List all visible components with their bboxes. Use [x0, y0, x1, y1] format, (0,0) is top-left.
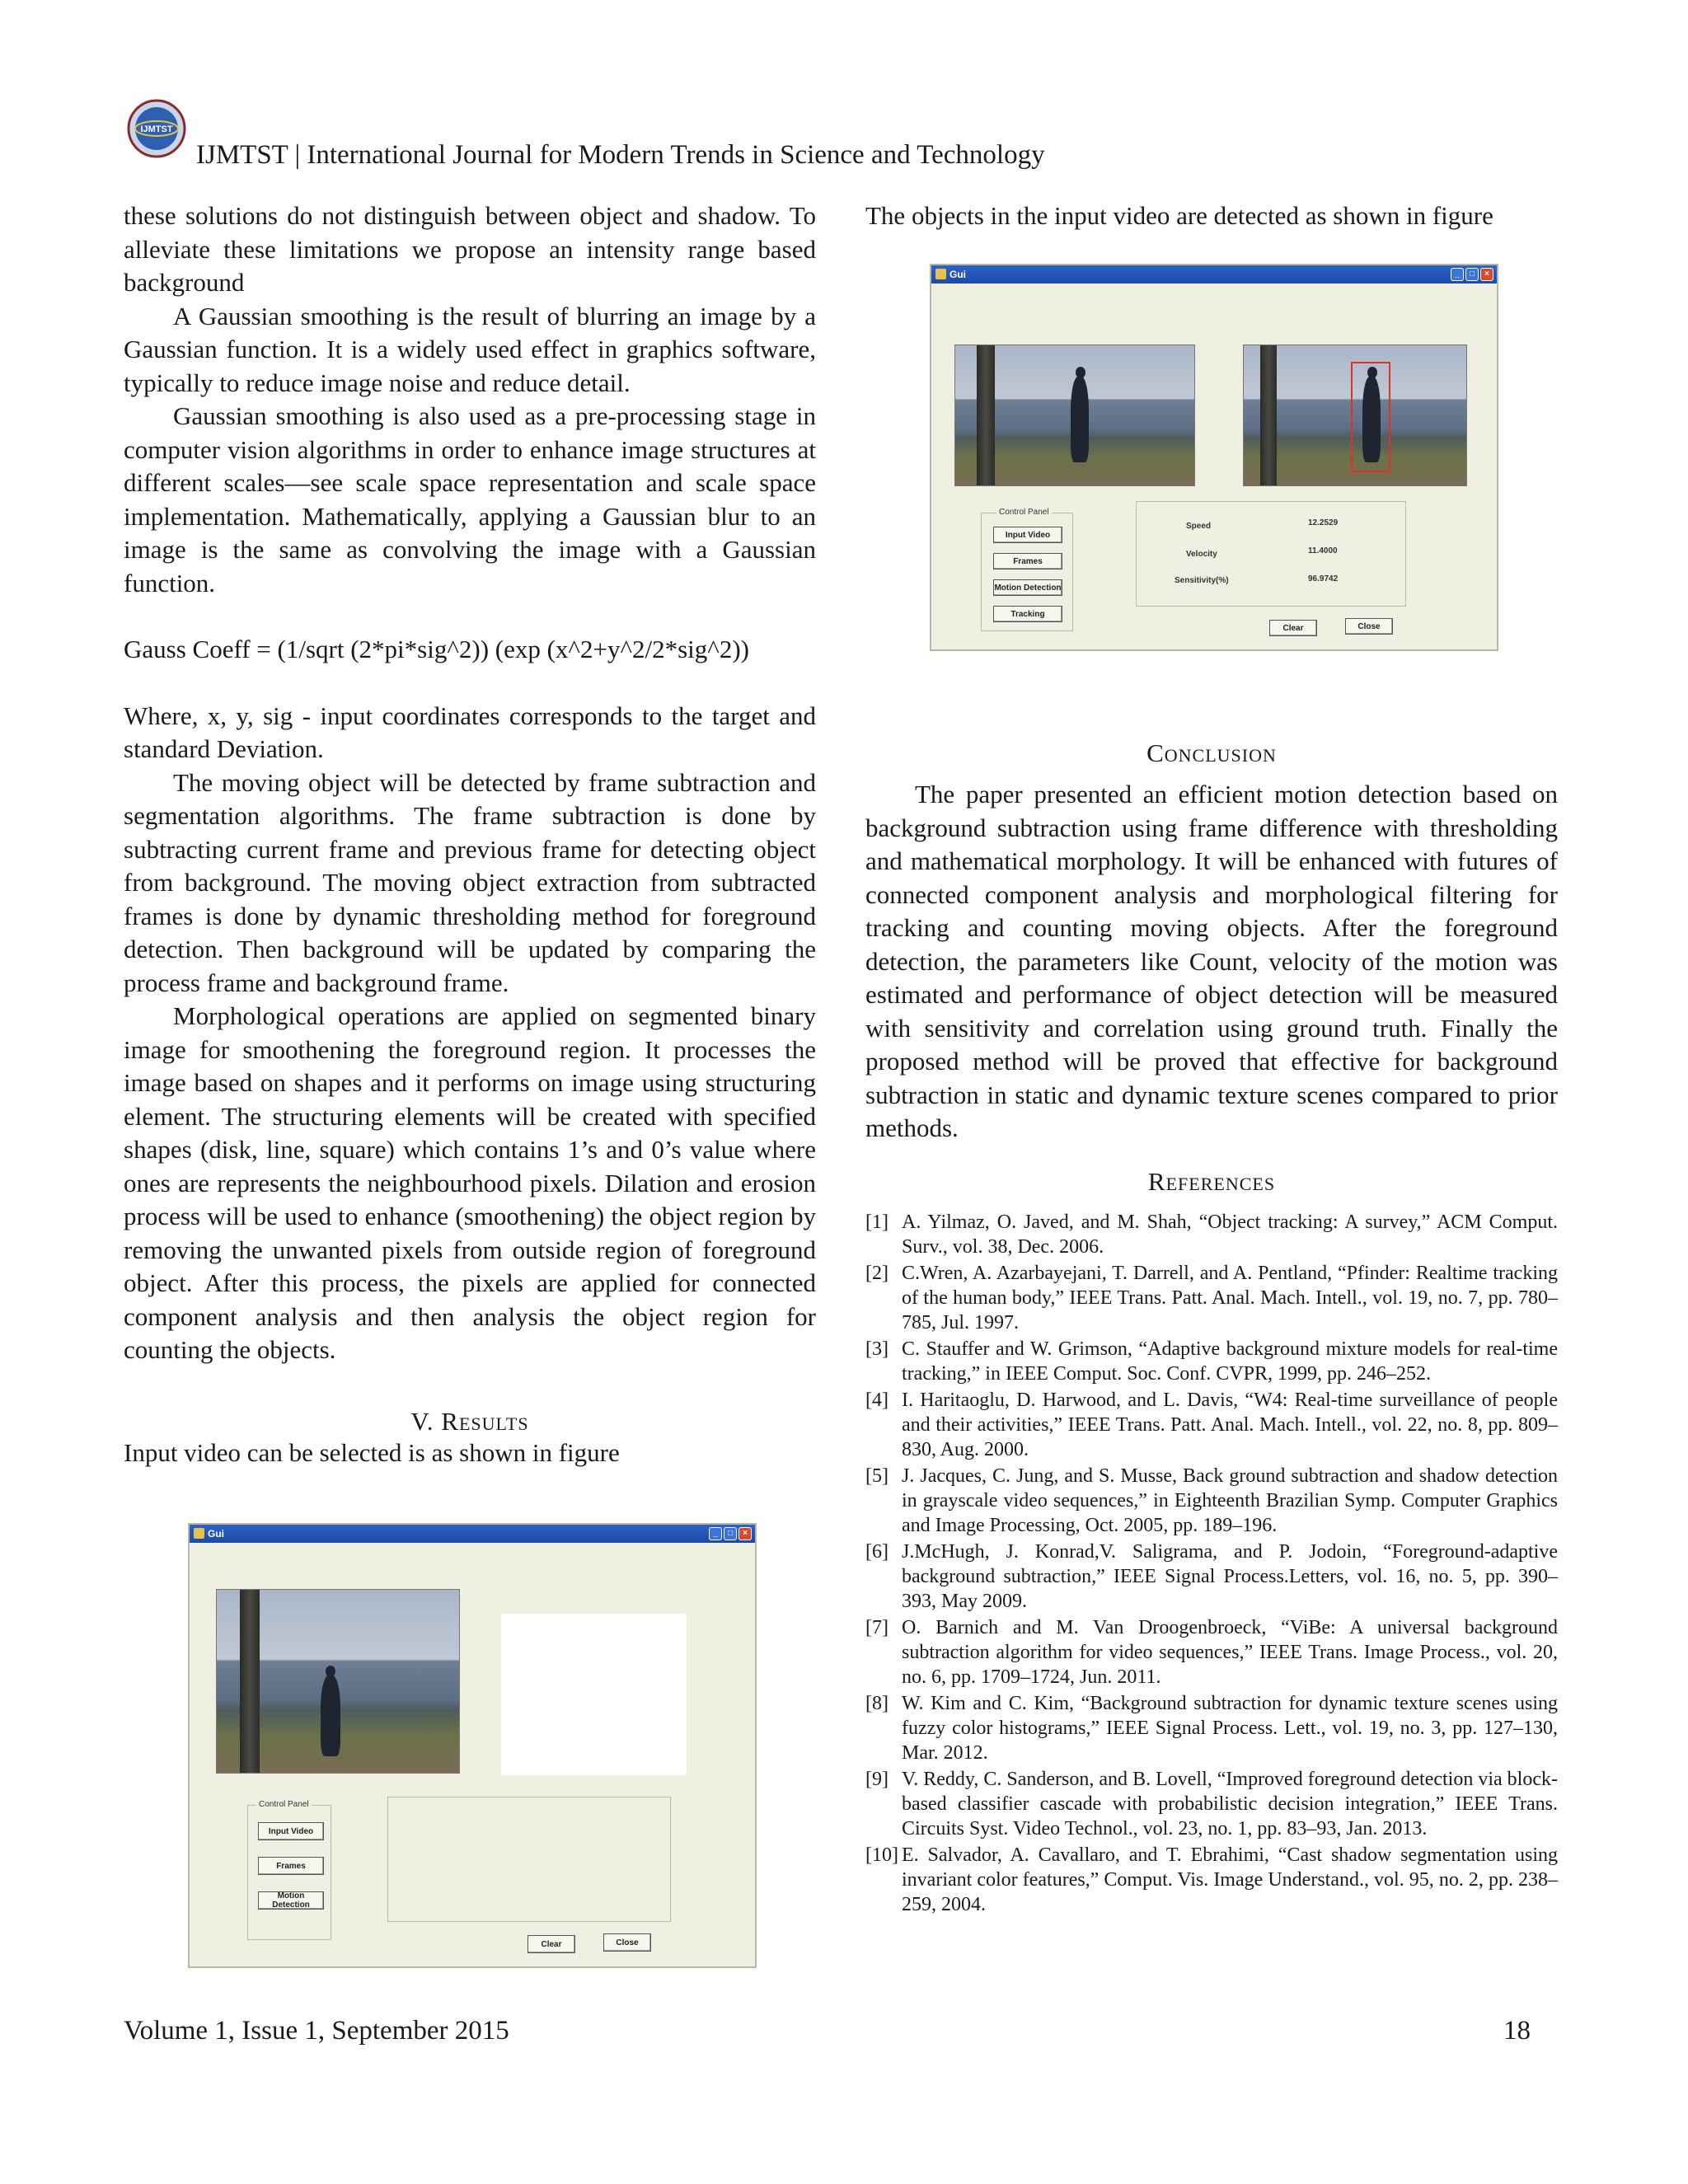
close-button[interactable]: Close — [1345, 618, 1393, 635]
reference-item — [865, 1388, 1558, 1462]
references-list — [865, 1210, 1558, 1917]
logo-text: IJMTST — [140, 124, 173, 134]
maximize-icon[interactable]: □ — [1465, 268, 1479, 281]
figure-input-video-gui — [188, 1523, 757, 1968]
paragraph-gaussian-intro: A Gaussian smoothing is the result of blurring an image by a Gaussian function. It is a widely used effect in graphics software, typically to reduce image noise and reduce detail. — [124, 301, 816, 397]
figure-object-detection-gui — [930, 264, 1498, 651]
reference-item — [865, 1337, 1558, 1386]
input-video-button[interactable]: Input Video — [993, 527, 1062, 543]
page-number: 18 — [1503, 2016, 1531, 2046]
close-icon[interactable]: × — [1480, 268, 1493, 281]
stats-panel-empty — [387, 1797, 671, 1922]
reference-number: [3] — [865, 1338, 889, 1360]
reference-text: V. Reddy, C. Sanderson, and B. Lovell, “Improved foreground detection via block-based classifier cascade with probabilistic decision integration,” IEEE Trans. Circuits Syst. Video Technol., vol. 23, no. 1, pp. 83–93, Jan. 2013. — [902, 1768, 1558, 1840]
reference-number: [8] — [865, 1692, 889, 1714]
reference-item — [865, 1691, 1558, 1765]
detected-object-frame — [1243, 344, 1467, 486]
reference-text: O. Barnich and M. Van Droogenbroeck, “ViBe: A universal background subtraction algorithm for video sequences,” IEEE Trans. Image Process., vol. 20, no. 6, pp. 1709–1724, Jun. 2011. — [902, 1616, 1558, 1688]
input-video-frame — [216, 1589, 460, 1774]
velocity-value: 11.4000 — [1308, 546, 1338, 555]
window-titlebar — [931, 265, 1497, 284]
journal-logo — [124, 97, 190, 160]
reference-text: E. Salvador, A. Cavallaro, and T. Ebrahimi, “Cast shadow segmentation using invariant color features,” Comput. Vis. Image Understand., vol. 95, no. 2, pp. 238–259, 2004. — [902, 1844, 1558, 1915]
input-video-button[interactable]: Input Video — [258, 1822, 324, 1840]
clear-button[interactable]: Clear — [528, 1935, 575, 1953]
reference-number: [1] — [865, 1211, 889, 1233]
reference-text: C. Stauffer and W. Grimson, “Adaptive background mixture models for real-time tracking,” in IEEE Comput. Soc. Conf. CVPR, 1999, pp. 246–252. — [902, 1338, 1558, 1385]
reference-item — [865, 1843, 1558, 1917]
journal-title: IJMTST | International Journal for Modern Trends in Science and Technology — [196, 140, 1045, 170]
app-icon — [194, 1528, 204, 1539]
paragraph-gaussian-preprocessing: Gaussian smoothing is also used as a pre-processing stage in computer vision algorithms in order to enhance image structures at different scales—see scale space representation and scale space implementation. Mathematically, applying a Gaussian blur to an image is the same as convolving the image with a Gaussian function. — [124, 401, 816, 598]
sensitivity-label: Sensitivity(%) — [1175, 576, 1229, 585]
formula-gauss-coeff: Gauss Coeff = (1/sqrt (2*pi*sig^2)) (exp (x^2+y^2/2*sig^2)) — [124, 635, 749, 663]
reference-text: J. Jacques, C. Jung, and S. Musse, Back ground subtraction and shadow detection in grayscale video sequences,” in Eighteenth Brazilian Symp. Computer Graphics and Image Processing, Oct. 2005, pp. 189–196. — [902, 1465, 1558, 1536]
reference-text: C.Wren, A. Azarbayejani, T. Darrell, and A. Pentland, “Pfinder: Realtime tracking of the human body,” IEEE Trans. Patt. Anal. Mach. Intell., vol. 19, no. 7, pp. 780–785, Jul. 1997. — [902, 1262, 1558, 1333]
frames-button[interactable]: Frames — [258, 1857, 324, 1875]
reference-item — [865, 1261, 1558, 1335]
reference-item — [865, 1210, 1558, 1259]
maximize-icon[interactable]: □ — [724, 1527, 737, 1540]
velocity-label: Velocity — [1186, 550, 1217, 559]
paragraph-shadow: these solutions do not distinguish between object and shadow. To alleviate these limitations we propose an intensity range based background — [124, 201, 816, 297]
window-title: Gui — [208, 1528, 224, 1540]
reference-number: [2] — [865, 1262, 889, 1284]
close-button[interactable]: Close — [603, 1933, 651, 1952]
footer-issue: Volume 1, Issue 1, September 2015 — [124, 2016, 509, 2046]
clear-button[interactable]: Clear — [1269, 620, 1317, 636]
control-panel — [981, 508, 1073, 631]
motion-detection-button[interactable]: Motion Detection — [258, 1891, 324, 1910]
reference-text: A. Yilmaz, O. Javed, and M. Shah, “Object tracking: A survey,” ACM Comput. Surv., vol. 38, Dec. 2006. — [902, 1211, 1558, 1258]
reference-item — [865, 1767, 1558, 1841]
control-panel-label: Control Panel — [256, 1800, 312, 1809]
results-heading: V. Results — [410, 1406, 529, 1436]
left-column — [124, 199, 816, 1469]
paragraph-where: Where, x, y, sig - input coordinates corresponds to the target and standard Deviation. — [124, 701, 816, 763]
results-text: Input video can be selected is as shown in figure — [124, 1437, 620, 1467]
output-frame-blank — [501, 1614, 687, 1775]
paragraph-frame-subtraction: The moving object will be detected by frame subtraction and segmentation algorithms. The frame subtraction is done by subtracting current frame and previous frame for detecting object from background. The moving object extraction from subtracted frames is done by dynamic thresholding method for foreground detection. Then background will be updated by comparing the process frame and background frame. — [124, 767, 816, 997]
input-video-frame — [954, 344, 1195, 486]
reference-number: [10] — [865, 1844, 898, 1866]
reference-item — [865, 1464, 1558, 1538]
reference-number: [7] — [865, 1616, 889, 1638]
sensitivity-value: 96.9742 — [1308, 574, 1339, 583]
control-panel-label: Control Panel — [996, 508, 1052, 517]
app-icon — [935, 269, 946, 279]
reference-number: [4] — [865, 1389, 889, 1411]
tracking-button[interactable]: Tracking — [993, 606, 1062, 622]
reference-number: [5] — [865, 1465, 889, 1487]
stats-panel — [1136, 501, 1406, 607]
conclusion-heading: Conclusion — [1146, 738, 1277, 767]
reference-text: W. Kim and C. Kim, “Background subtraction for dynamic texture scenes using fuzzy color histograms,” IEEE Signal Process. Lett., vol. 19, no. 3, pp. 127–130, Mar. 2012. — [902, 1692, 1558, 1764]
reference-text: J.McHugh, J. Konrad,V. Saligrama, and P. Jodoin, “Foreground-adaptive background subtraction,” IEEE Signal Process.Letters, vol. 16, no. 5, pp. 390–393, May 2009. — [902, 1540, 1558, 1612]
reference-item — [865, 1540, 1558, 1614]
reference-text: I. Haritaoglu, D. Harwood, and L. Davis, “W4: Real-time surveillance of people and their activities,” IEEE Trans. Patt. Anal. Mach. Intell., vol. 22, no. 8, pp. 809–830, Aug. 2000. — [902, 1389, 1558, 1460]
reference-item — [865, 1615, 1558, 1690]
reference-number: [9] — [865, 1768, 889, 1790]
objects-detected-text: The objects in the input video are detected as shown in figure — [865, 201, 1493, 230]
speed-value: 12.2529 — [1308, 518, 1339, 527]
right-column-intro — [865, 199, 1558, 233]
references-heading: References — [1147, 1166, 1276, 1196]
minimize-icon[interactable]: _ — [709, 1527, 722, 1540]
reference-number: [6] — [865, 1540, 889, 1563]
detection-bounding-box — [1351, 362, 1390, 472]
conclusion-text: The paper presented an efficient motion detection based on background subtraction using frame difference with thresholding and mathematical morphology. It will be enhanced with futures of connected component analysis and morphological filtering for tracking and counting moving objects. After the foreground detection, the parameters like Count, velocity of the motion was estimated and performance of object detection will be measured with sensitivity and correlation using ground truth. Finally the proposed method will be proved that effective for background subtraction in static and dynamic texture scenes compared to prior methods. — [865, 780, 1558, 1142]
close-icon[interactable]: × — [738, 1527, 752, 1540]
speed-label: Speed — [1186, 522, 1212, 531]
frames-button[interactable]: Frames — [993, 553, 1062, 569]
paragraph-morphological: Morphological operations are applied on segmented binary image for smoothening the foreground region. It processes the image based on shapes and it performs on image using structuring element. The structuring elements will be created with specified shapes (disk, line, square) which contains 1’s and 0’s value where ones are represents the neighbourhood pixels. Dilation and erosion process will be used to enhance (smoothening) the object region by removing the unwanted pixels from outside region of foreground object. After this process, the pixels are applied for connected component analysis and then analysis the object region for counting the objects. — [124, 1001, 816, 1364]
right-column-body — [865, 738, 1558, 1919]
window-titlebar — [190, 1525, 755, 1543]
window-title: Gui — [950, 269, 966, 280]
minimize-icon[interactable]: _ — [1451, 268, 1464, 281]
motion-detection-button[interactable]: Motion Detection — [993, 579, 1062, 596]
control-panel — [247, 1800, 331, 1940]
